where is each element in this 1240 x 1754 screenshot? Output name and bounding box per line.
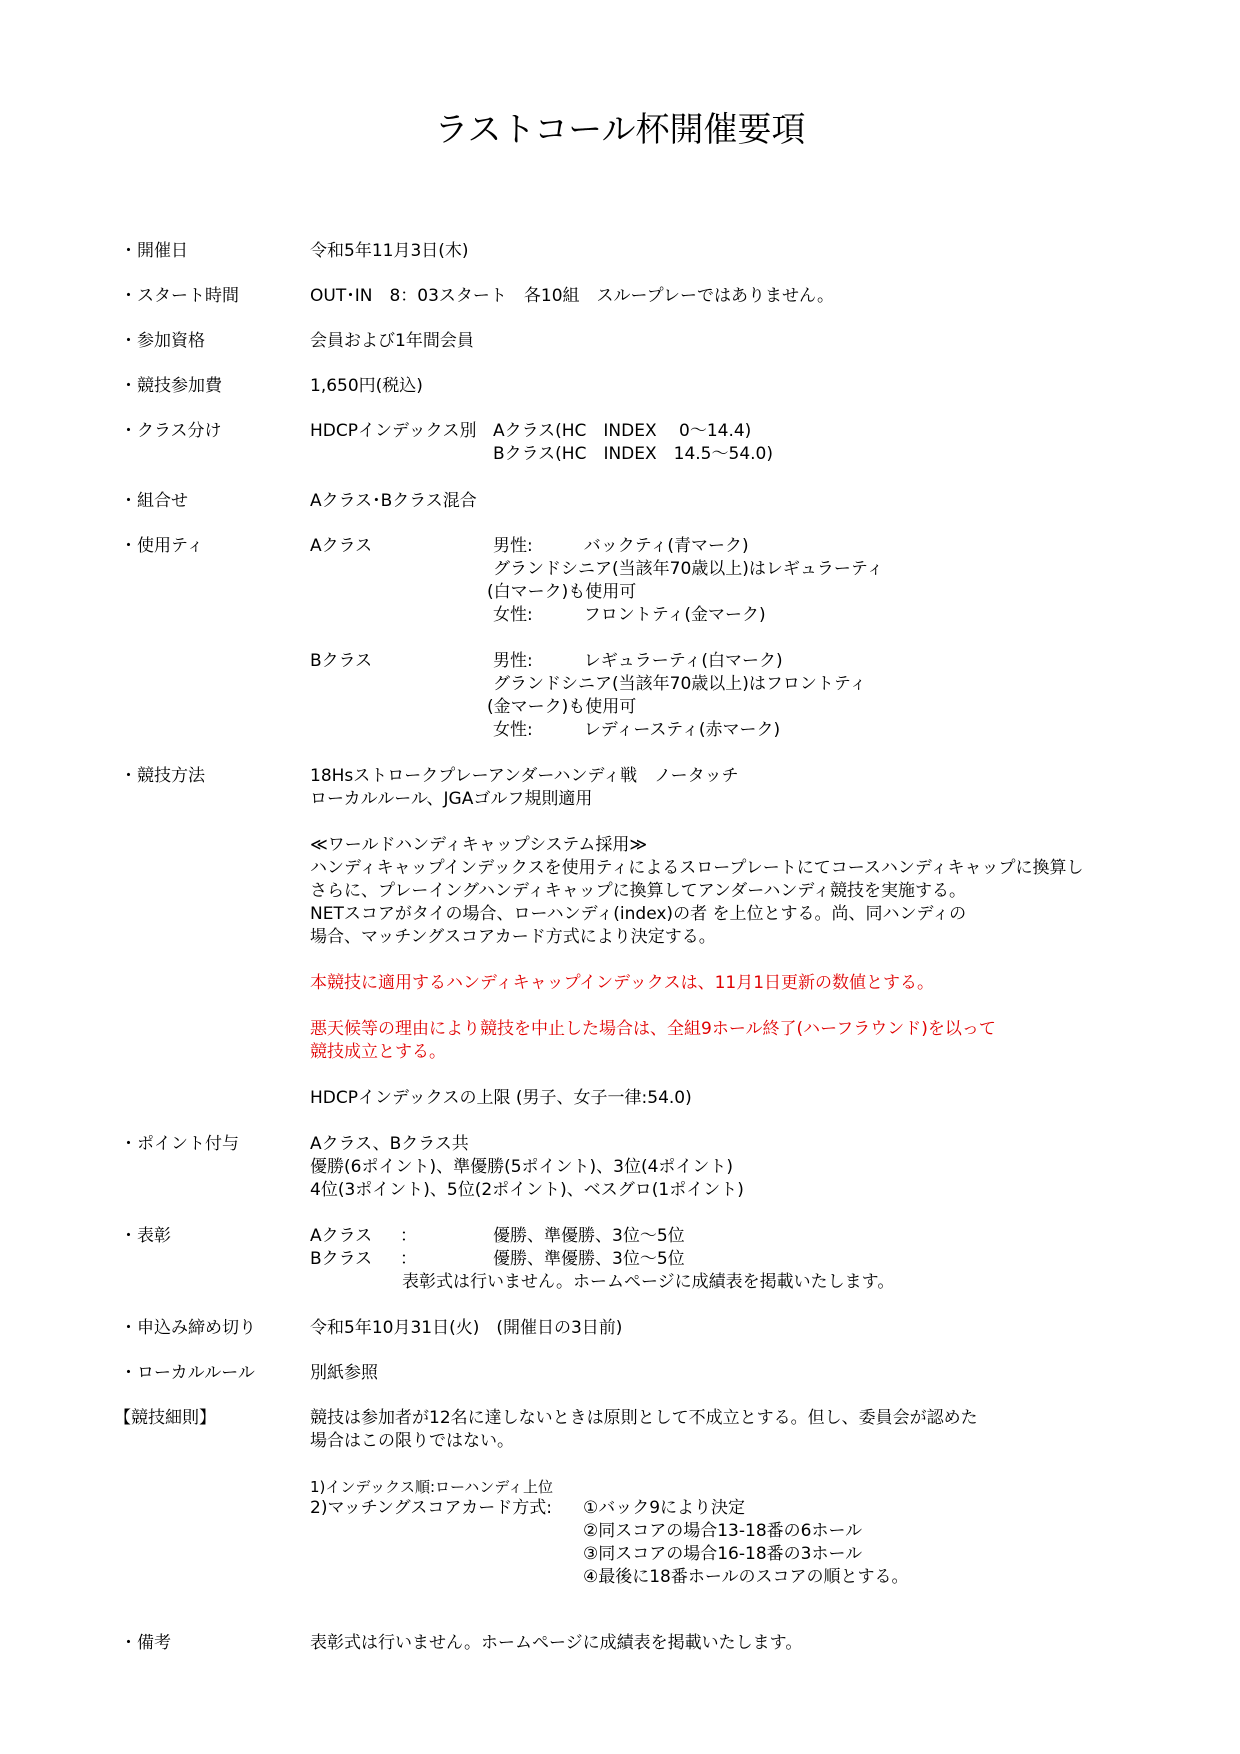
points-line: Aクラス、Bクラス共: [310, 1134, 469, 1154]
tees-label: ・使用ティ: [120, 536, 204, 556]
tees-a-line: (白マーク)も使用可: [487, 582, 637, 602]
start-label: ・スタート時間: [120, 286, 239, 306]
rule-2-item: ③同スコアの場合16-18番の3ホール: [583, 1544, 863, 1564]
class-a-range: Aクラス(HC INDEX 0～14.4): [493, 421, 752, 441]
method-line: ローカルルール、JGAゴルフ規則適用: [310, 789, 593, 809]
rule-2-item: ①バック9により決定: [583, 1498, 746, 1518]
tees-a-class-name: Aクラス: [310, 536, 373, 556]
tees-b-line: (金マーク)も使用可: [487, 697, 637, 717]
handicap-update-note: 本競技に適用するハンディキャップインデックスは、11月1日更新の数値とする。: [310, 973, 935, 993]
rule-2-prefix: 2)マッチングスコアカード方式:: [310, 1498, 552, 1518]
page-title: ラストコール杯開催要項: [434, 110, 806, 150]
tees-b-line: 女性: レディースティ(赤マーク): [493, 720, 781, 740]
hdcp-cap-note: HDCPインデックスの上限 (男子、女子一律:54.0): [310, 1088, 692, 1108]
grouping-label: ・組合せ: [120, 491, 188, 511]
method-label: ・競技方法: [120, 766, 205, 786]
awards-note: 表彰式は行いません。ホームページに成績表を掲載いたします。: [402, 1272, 895, 1292]
rule-2-item: ④最後に18番ホールのスコアの順とする。: [583, 1567, 909, 1587]
tees-a-line: 女性: フロントティ(金マーク): [493, 605, 766, 625]
system-line: ≪ワールドハンディキャップシステム採用≫: [310, 835, 648, 855]
details-line: 競技は参加者が12名に達しないときは原則として不成立とする。但し、委員会が認めた: [310, 1408, 978, 1428]
method-line: 18Hsストロークプレーアンダーハンディ戦 ノータッチ: [310, 766, 739, 786]
system-line: ハンディキャップインデックスを使用ティによるスロープレートにてコースハンディキャップに換算し: [310, 858, 1084, 878]
remarks-value: 表彰式は行いません。ホームページに成績表を掲載いたします。: [310, 1633, 803, 1653]
date-value: 令和5年11月3日(木): [310, 241, 469, 261]
tees-b-class-name: Bクラス: [310, 651, 373, 671]
points-line: 4位(3ポイント)、5位(2ポイント)、ベスグロ(1ポイント): [310, 1180, 744, 1200]
awards-b-value: 優勝、準優勝、3位～5位: [493, 1249, 685, 1269]
points-line: 優勝(6ポイント)、準優勝(5ポイント)、3位(4ポイント): [310, 1157, 734, 1177]
class-b-range: Bクラス(HC INDEX 14.5～54.0): [493, 444, 773, 464]
deadline-label: ・申込み締め切り: [120, 1318, 256, 1338]
rule-2-item: ②同スコアの場合13-18番の6ホール: [583, 1521, 863, 1541]
system-line: 場合、マッチングスコアカード方式により決定する。: [310, 927, 716, 947]
details-label: 【競技細則】: [114, 1408, 216, 1428]
rule-1: 1)インデックス順:ローハンディ上位: [310, 1478, 554, 1496]
awards-a-value: 優勝、準優勝、3位～5位: [493, 1226, 685, 1246]
system-line: NETスコアがタイの場合、ローハンディ(index)の者 を上位とする。尚、同ハンディの: [310, 904, 967, 924]
details-line: 場合はこの限りではない。: [310, 1431, 514, 1451]
local-rules-value: 別紙参照: [310, 1363, 378, 1383]
awards-b-colon: ：: [400, 1249, 417, 1269]
tees-b-line: グランドシニア(当該年70歳以上)はフロントティ: [493, 674, 867, 694]
date-label: ・開催日: [120, 241, 188, 261]
fee-label: ・競技参加費: [120, 376, 222, 396]
eligibility-label: ・参加資格: [120, 331, 205, 351]
tees-a-line: 男性: バックティ(青マーク): [493, 536, 749, 556]
fee-value: 1,650円(税込): [310, 376, 423, 396]
awards-b-name: Bクラス: [310, 1249, 373, 1269]
deadline-value: 令和5年10月31日(火) (開催日の3日前): [310, 1318, 623, 1338]
tees-a-line: グランドシニア(当該年70歳以上)はレギュラーティ: [493, 559, 884, 579]
weather-cancel-note: 競技成立とする。: [310, 1042, 446, 1062]
classes-prefix: HDCPインデックス別: [310, 421, 477, 441]
remarks-label: ・備考: [120, 1633, 171, 1653]
awards-a-colon: ：: [400, 1226, 417, 1246]
weather-cancel-note: 悪天候等の理由により競技を中止した場合は、全組9ホール終了(ハーフラウンド)を以って: [310, 1019, 996, 1039]
grouping-value: Aクラス･Bクラス混合: [310, 491, 477, 511]
awards-label: ・表彰: [120, 1226, 171, 1246]
classes-label: ・クラス分け: [120, 421, 222, 441]
system-line: さらに、プレーイングハンディキャップに換算してアンダーハンディ競技を実施する。: [310, 881, 967, 901]
local-rules-label: ・ローカルルール: [120, 1363, 255, 1383]
start-value: OUT･IN 8：03スタート 各10組 スループレーではありません。: [310, 286, 835, 306]
tees-b-line: 男性: レギュラーティ(白マーク): [493, 651, 783, 671]
points-label: ・ポイント付与: [120, 1134, 239, 1154]
eligibility-value: 会員および1年間会員: [310, 331, 474, 351]
awards-a-name: Aクラス: [310, 1226, 373, 1246]
